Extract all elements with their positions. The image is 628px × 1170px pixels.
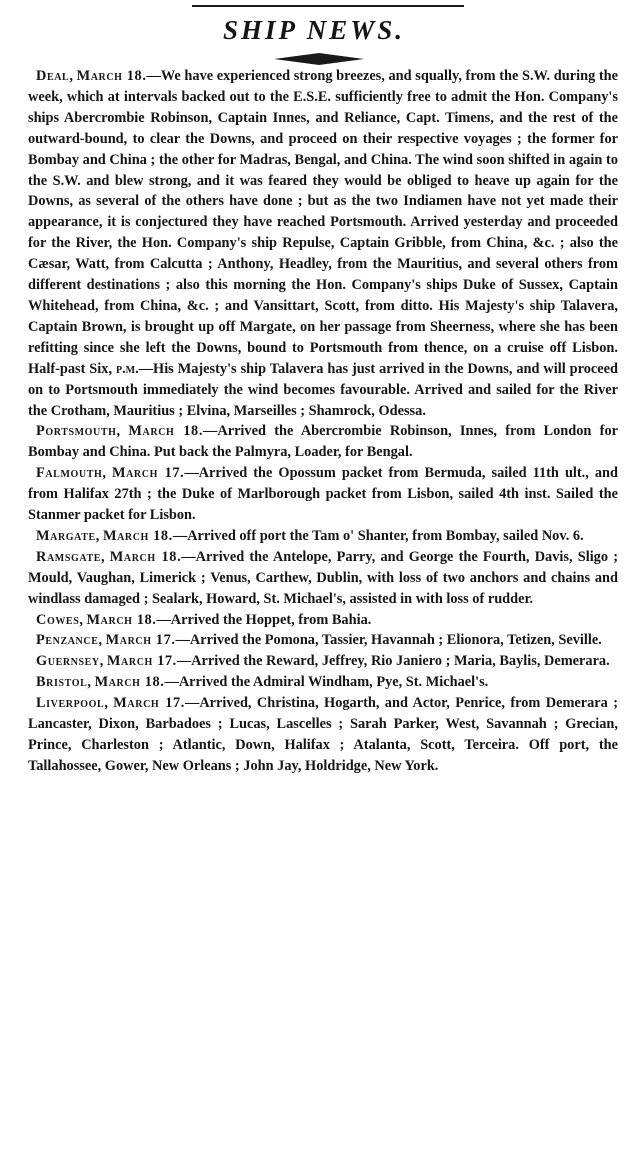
report-place: Cowes	[36, 611, 80, 628]
report-bristol: Bristol, March 18.—Arrived the Admiral Windham, Pye, St. Michael's.	[36, 674, 489, 691]
report-text: —Arrived the Reward, Jeffrey, Rio Janiero ; Maria, Baylis, Demerara.	[176, 653, 610, 670]
page-title: SHIP NEWS.	[222, 15, 406, 45]
report-date: March 17.	[106, 653, 177, 670]
report-text: —His Majesty's ship Talavera has just arrived in the Downs, and will proceed on to Portsmouth immediately the wind becomes favourable. Arrived and sailed for the River the Crotham, Mauritius ; Elvina, Marseilles ; Shamrock, Odessa.	[28, 360, 618, 419]
report-penzance: Penzance, March 17.—Arrived the Pomona, Tassier, Havannah ; Elionora, Tetizen, Seville.	[36, 632, 602, 649]
report-date: March 18.	[102, 527, 173, 544]
report-place: Deal	[36, 68, 70, 84]
report-text: —We have experienced strong breezes, and squally, from the S.W. during the week, which at intervals backed out to the E.S.E. sufficiently free to admit the Hon. Company's ships Abercrombie Robinson, Captain Innes, and Reliance, Capt. Timens, and the rest of the outward-bound, to clear the Downs, and proceed on their respective voyages ; the former for Bombay and China ; the other for Madras, Bengal, and China. The wind soon shifted in again to the S.W. and blew strong, and it was feared they would be obliged to heave up again for the Downs, as several of the others have done ; but as the two Indiamen have not yet made their appearance, it is conjectured they have reached Portsmouth. Arrived yesterday and proceeded for the River, the Hon. Company's ship Repulse, Captain Gribble, from China, &c. ; also the Cæsar, Watt, from Calcutta ; Anthony, Headley, from the Mauritius, and several others from different destinations ; also this morning the Hon. Company's ships Duke of Sussex, Captain Whitehead, from China, &c. ; and Vansittart, Scott, from ditto. His Majesty's ship Talavera, Captain Brown, is brought up off Margate, on her passage from Sheerness, where she has been refitting since she left the Downs, bound to Portsmouth from thence, on a cruise off Lisbon. Half-past Six,	[28, 68, 619, 377]
dash-ornament-icon	[274, 52, 364, 66]
report-text: —Arrived the Opossum packet from Bermuda, sailed 11th ult., and from Halifax 27th ; the Duke of Marlborough packet from Lisbon, sailed 4th inst. Sailed the Stanmer packet for Lisbon.	[28, 465, 619, 524]
report-place: Penzance	[36, 632, 99, 649]
report-portsmouth: Portsmouth, March 18.—Arrived the Abercrombie Robinson, Innes, from London for Bombay and China. Put back the Palmyra, Loader, for Bengal.	[28, 423, 618, 461]
ship-news-article	[28, 66, 618, 777]
report-ramsgate: Ramsgate, March 18.—Arrived the Antelope, Parry, and George the Fourth, Davis, Sligo ; Mould, Vaughan, Limerick ; Venus, Carthew, Dublin, with loss of two anchors and chains and windlass damaged ; Sealark, Howard, St. Michael's, assisted in with loss of rudder.	[28, 548, 618, 607]
top-rule	[192, 5, 464, 7]
report-text: —Arrived the Admiral Windham, Pye, St. Michael's.	[164, 674, 489, 691]
report-text: —Arrived, Christina, Hogarth, and Actor, Penrice, from Demerara ; Lancaster, Dixon, Barbadoes ; Lucas, Lascelles ; Sarah Parker, West, Savannah ; Grecian, Prince, Charleston ; Atlantic, Down, Halifax ; Atalanta, Scott, Terceira. Off port, the Tallahossee, Gower, New Orleans ; John Jay, Holdridge, New York.	[28, 695, 619, 774]
report-place: Liverpool	[36, 695, 105, 712]
report-place: Falmouth	[36, 465, 103, 482]
report-date: March 17.	[113, 695, 185, 712]
report-liverpool: Liverpool, March 17.—Arrived, Christina, Hogarth, and Actor, Penrice, from Demerara ; Lancaster, Dixon, Barbadoes ; Lucas, Lascelles ; Sarah Parker, West, Savannah ; Grecian, Prince, Charleston ; Atlantic, Down, Halifax ; Atalanta, Scott, Terceira. Off port, the Tallahossee, Gower, New Orleans ; John Jay, Holdridge, New York.	[28, 695, 619, 774]
report-place: Portsmouth	[36, 423, 117, 440]
report-date: March 18.	[128, 423, 203, 440]
report-place: Ramsgate	[36, 548, 101, 565]
report-date: March 18.	[109, 548, 182, 565]
report-date: March 17.	[111, 465, 185, 482]
report-falmouth: Falmouth, March 17.—Arrived the Opossum packet from Bermuda, sailed 11th ult., and from Halifax 27th ; the Duke of Marlborough packet from Lisbon, sailed 4th inst. Sailed the Stanmer packet for Lisbon.	[28, 465, 619, 524]
report-place: Margate	[36, 527, 96, 544]
report-deal: Deal, March 18.—We have experienced strong breezes, and squally, from the S.W. during the week, which at intervals backed out to the E.S.E. sufficiently free to admit the Hon. Company's ships Abercrombie Robinson, Captain Innes, and Reliance, Capt. Timens, and the rest of the outward-bound, to clear the Downs, and proceed on their respective voyages ; the former for Bombay and China ; the other for Madras, Bengal, and China. The wind soon shifted in again to the S.W. and blew strong, and it was feared they would be obliged to heave up again for the Downs, as several of the others have done ; but as the two Indiamen have not yet made their appearance, it is conjectured they have reached Portsmouth. Arrived yesterday and proceeded for the River, the Hon. Company's ship Repulse, Captain Gribble, from China, &c. ; also the Cæsar, Watt, from Calcutta ; Anthony, Headley, from the Mauritius, and several others from different destinations ; also this morning the Hon. Company's ships Duke of Sussex, Captain Whitehead, from China, &c. ; and Vansittart, Scott, from ditto. His Majesty's ship Talavera, Captain Brown, is brought up off Margate, on her passage from Sheerness, where she has been refitting since she left the Downs, bound to Portsmouth from thence, on a cruise off Lisbon. Half-past Six, p.m.—His Majesty's ship Talavera has just arrived in the Downs, and will proceed on to Portsmouth immediately the wind becomes favourable. Arrived and sailed for the River the Crotham, Mauritius ; Elvina, Marseilles ; Shamrock, Odessa.	[28, 68, 619, 419]
report-text: —Arrived the Abercrombie Robinson, Innes, from London for Bombay and China. Put back the Palmyra, Loader, for Bengal.	[28, 423, 618, 461]
report-text: —Arrived the Antelope, Parry, and George the Fourth, Davis, Sligo ; Mould, Vaughan, Limerick ; Venus, Carthew, Dublin, with loss of two anchors and chains and windlass damaged ; Sealark, Howard, St. Michael's, assisted in with loss of rudder.	[28, 548, 618, 607]
report-time-marker: p.m.	[115, 360, 139, 377]
report-place: Bristol	[36, 674, 88, 691]
report-margate: Margate, March 18.—Arrived off port the Tam o' Shanter, from Bombay, sailed Nov. 6.	[36, 527, 584, 544]
report-guernsey: Guernsey, March 17.—Arrived the Reward, Jeffrey, Rio Janiero ; Maria, Baylis, Demerara.	[36, 653, 610, 670]
report-place: Guernsey	[36, 653, 100, 670]
report-date: March 18.	[86, 611, 157, 628]
report-cowes: Cowes, March 18.—Arrived the Hoppet, from Bahia.	[36, 611, 372, 628]
report-text: —Arrived off port the Tam o' Shanter, from Bombay, sailed Nov. 6.	[172, 527, 584, 544]
report-text: —Arrived the Hoppet, from Bahia.	[156, 611, 372, 628]
report-date: March 18.	[94, 674, 165, 691]
report-date: March 17.	[105, 632, 176, 649]
report-text: —Arrived the Pomona, Tassier, Havannah ; Elionora, Tetizen, Seville.	[175, 632, 602, 649]
report-date: March 18.	[76, 68, 147, 84]
